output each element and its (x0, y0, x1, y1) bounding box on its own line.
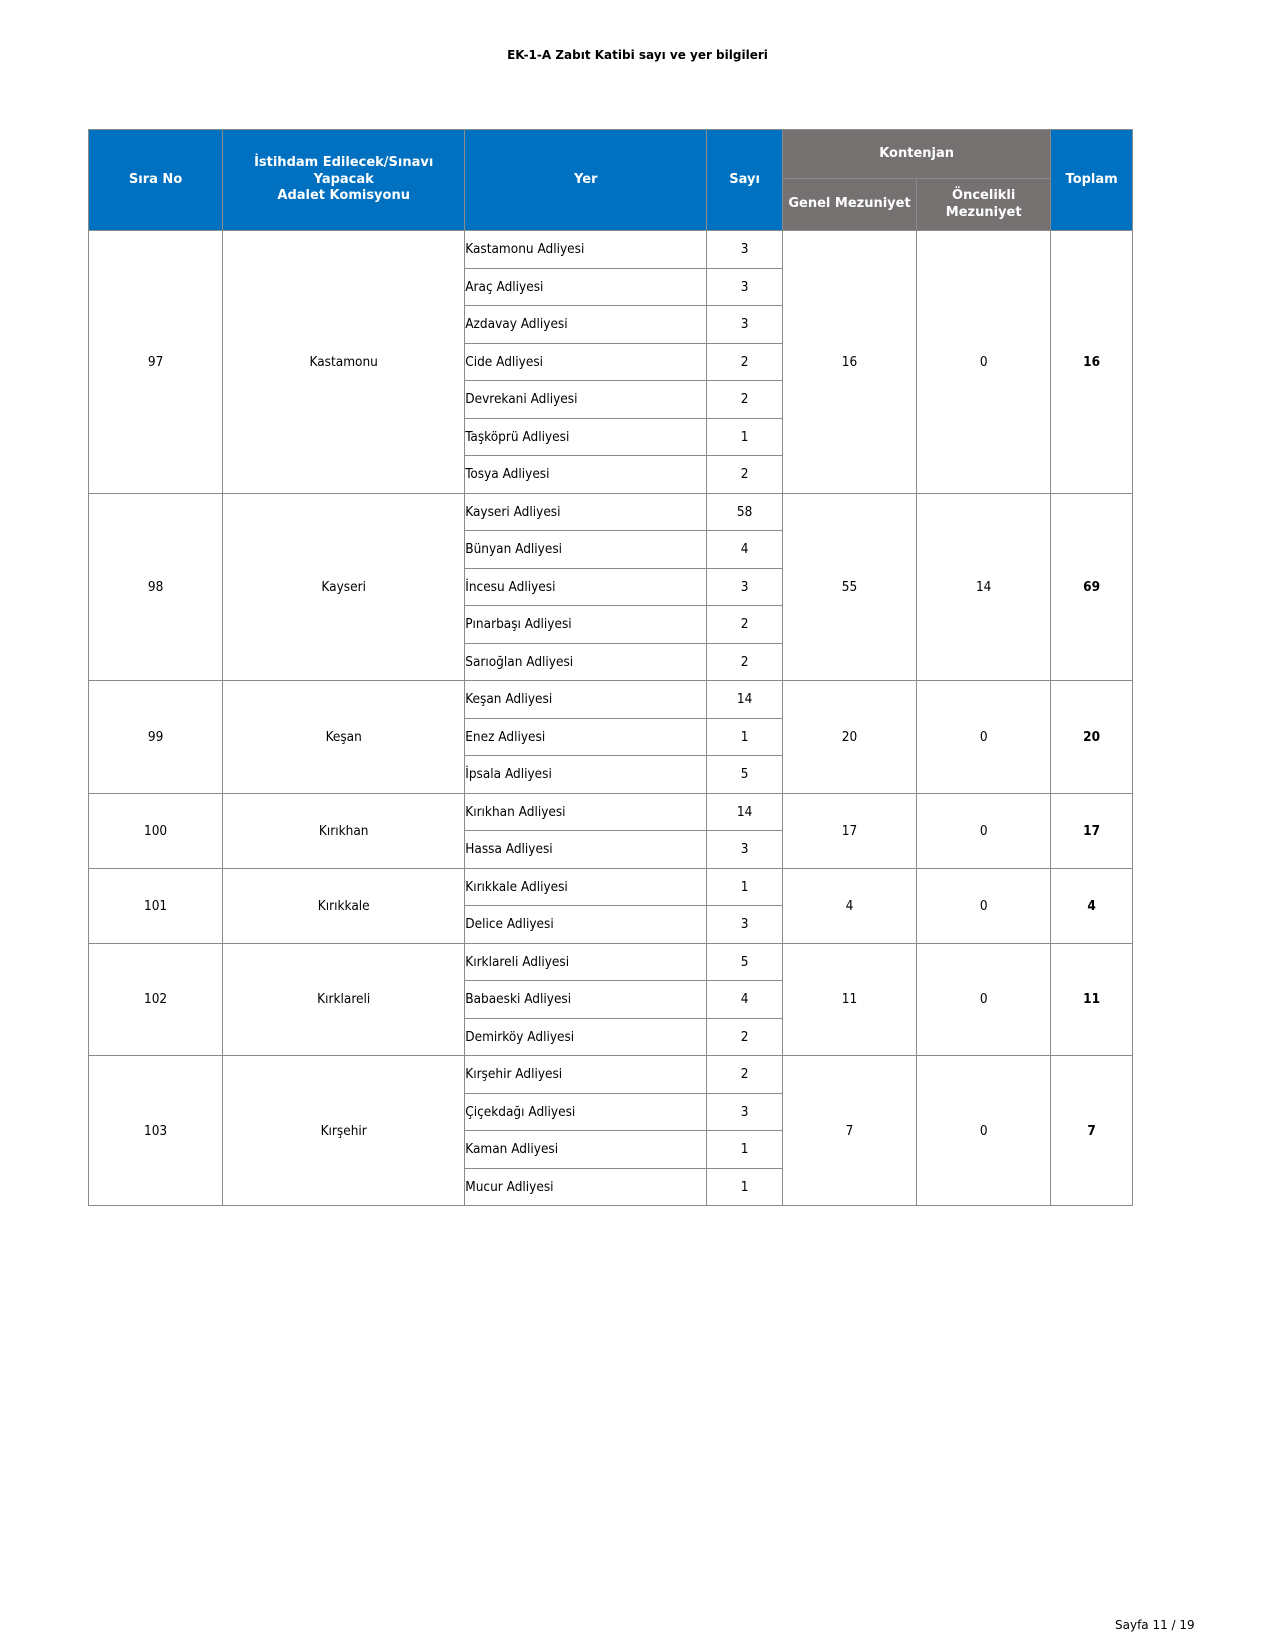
cell-toplam: 20 (1051, 681, 1133, 794)
cell-oncelikli-mezuniyet: 0 (917, 943, 1051, 1056)
cell-yer: Babaeski Adliyesi (465, 981, 707, 1019)
cell-sayi: 3 (707, 268, 783, 306)
cell-genel-mezuniyet: 17 (782, 793, 916, 868)
page-number: Sayfa 11 / 19 (1115, 1618, 1195, 1632)
cell-yer: Cide Adliyesi (465, 343, 707, 381)
cell-toplam: 69 (1051, 493, 1133, 681)
cell-yer: Taşköprü Adliyesi (465, 418, 707, 456)
header-oncelikli-line1: Öncelikli (952, 187, 1016, 203)
header-kontenjan: Kontenjan (782, 130, 1050, 179)
cell-sayi: 1 (707, 868, 783, 906)
header-genel-mezuniyet: Genel Mezuniyet (782, 179, 916, 231)
cell-genel-mezuniyet: 16 (782, 231, 916, 494)
header-oncelikli-line2: Mezuniyet (945, 204, 1022, 220)
cell-yer: Delice Adliyesi (465, 906, 707, 944)
cell-sira-no: 98 (89, 493, 223, 681)
cell-sayi: 5 (707, 756, 783, 794)
cell-sayi: 14 (707, 793, 783, 831)
cell-sira-no: 102 (89, 943, 223, 1056)
cell-sayi: 3 (707, 306, 783, 344)
cell-yer: Kırıkkale Adliyesi (465, 868, 707, 906)
header-komisyon-line2: Yapacak (313, 171, 374, 187)
header-yer: Yer (465, 130, 707, 231)
cell-yer: Mucur Adliyesi (465, 1168, 707, 1206)
cell-komisyon: Kırklareli (223, 943, 465, 1056)
cell-sayi: 2 (707, 643, 783, 681)
cell-yer: Çiçekdağı Adliyesi (465, 1093, 707, 1131)
cell-sira-no: 97 (89, 231, 223, 494)
cell-yer: Tosya Adliyesi (465, 456, 707, 494)
cell-sayi: 3 (707, 831, 783, 869)
table-row (89, 681, 1133, 719)
cell-sira-no: 99 (89, 681, 223, 794)
cell-sayi: 1 (707, 1131, 783, 1169)
table-row (89, 493, 1133, 531)
cell-yer: Azdavay Adliyesi (465, 306, 707, 344)
cell-sayi: 4 (707, 981, 783, 1019)
cell-yer: Kırşehir Adliyesi (465, 1056, 707, 1094)
cell-komisyon: Kastamonu (223, 231, 465, 494)
cell-yer: Araç Adliyesi (465, 268, 707, 306)
header-komisyon (223, 130, 465, 231)
cell-yer: Bünyan Adliyesi (465, 531, 707, 569)
cell-komisyon: Kayseri (223, 493, 465, 681)
cell-genel-mezuniyet: 11 (782, 943, 916, 1056)
cell-toplam: 17 (1051, 793, 1133, 868)
cell-sayi: 2 (707, 343, 783, 381)
cell-sayi: 1 (707, 418, 783, 456)
cell-oncelikli-mezuniyet: 0 (917, 1056, 1051, 1206)
cell-yer: Kırıkhan Adliyesi (465, 793, 707, 831)
cell-oncelikli-mezuniyet: 0 (917, 793, 1051, 868)
cell-yer: Demirköy Adliyesi (465, 1018, 707, 1056)
cell-genel-mezuniyet: 55 (782, 493, 916, 681)
cell-sayi: 2 (707, 606, 783, 644)
cell-sayi: 1 (707, 1168, 783, 1206)
cell-sayi: 2 (707, 1056, 783, 1094)
cell-genel-mezuniyet: 4 (782, 868, 916, 943)
table-body (89, 231, 1133, 1206)
cell-sira-no: 101 (89, 868, 223, 943)
cell-yer: Devrekani Adliyesi (465, 381, 707, 419)
cell-sayi: 2 (707, 456, 783, 494)
cell-genel-mezuniyet: 20 (782, 681, 916, 794)
cell-yer: Sarıoğlan Adliyesi (465, 643, 707, 681)
table-row (89, 868, 1133, 906)
cell-genel-mezuniyet: 7 (782, 1056, 916, 1206)
cell-yer: Enez Adliyesi (465, 718, 707, 756)
cell-sayi: 58 (707, 493, 783, 531)
cell-toplam: 7 (1051, 1056, 1133, 1206)
page-title: EK-1-A Zabıt Katibi sayı ve yer bilgileri (507, 48, 768, 62)
cell-sayi: 14 (707, 681, 783, 719)
cell-sayi: 3 (707, 231, 783, 269)
header-sira-no: Sıra No (89, 130, 223, 231)
table-row (89, 793, 1133, 831)
cell-sayi: 3 (707, 568, 783, 606)
cell-yer: Kaman Adliyesi (465, 1131, 707, 1169)
cell-yer: Hassa Adliyesi (465, 831, 707, 869)
cell-toplam: 4 (1051, 868, 1133, 943)
cell-komisyon: Kırıkhan (223, 793, 465, 868)
header-oncelikli-mezuniyet (917, 179, 1051, 231)
cell-komisyon: Keşan (223, 681, 465, 794)
cell-komisyon: Kırıkkale (223, 868, 465, 943)
header-komisyon-line3: Adalet Komisyonu (277, 188, 410, 204)
cell-sayi: 3 (707, 906, 783, 944)
cell-sayi: 5 (707, 943, 783, 981)
cell-komisyon: Kırşehir (223, 1056, 465, 1206)
cell-yer: Kastamonu Adliyesi (465, 231, 707, 269)
cell-sayi: 4 (707, 531, 783, 569)
cell-oncelikli-mezuniyet: 0 (917, 231, 1051, 494)
cell-oncelikli-mezuniyet: 14 (917, 493, 1051, 681)
cell-sira-no: 100 (89, 793, 223, 868)
cell-sayi: 3 (707, 1093, 783, 1131)
staff-allocation-table (88, 129, 1133, 1206)
header-sayi: Sayı (707, 130, 783, 231)
cell-toplam: 11 (1051, 943, 1133, 1056)
header-komisyon-line1: İstihdam Edilecek/Sınavı (254, 154, 434, 170)
cell-yer: İncesu Adliyesi (465, 568, 707, 606)
cell-yer: Keşan Adliyesi (465, 681, 707, 719)
cell-yer: Kayseri Adliyesi (465, 493, 707, 531)
table-row (89, 943, 1133, 981)
cell-yer: İpsala Adliyesi (465, 756, 707, 794)
header-toplam: Toplam (1051, 130, 1133, 231)
table-row (89, 1056, 1133, 1094)
cell-toplam: 16 (1051, 231, 1133, 494)
cell-oncelikli-mezuniyet: 0 (917, 681, 1051, 794)
cell-sayi: 2 (707, 381, 783, 419)
table-row (89, 231, 1133, 269)
cell-sayi: 2 (707, 1018, 783, 1056)
cell-yer: Kırklareli Adliyesi (465, 943, 707, 981)
cell-oncelikli-mezuniyet: 0 (917, 868, 1051, 943)
cell-yer: Pınarbaşı Adliyesi (465, 606, 707, 644)
cell-sayi: 1 (707, 718, 783, 756)
cell-sira-no: 103 (89, 1056, 223, 1206)
